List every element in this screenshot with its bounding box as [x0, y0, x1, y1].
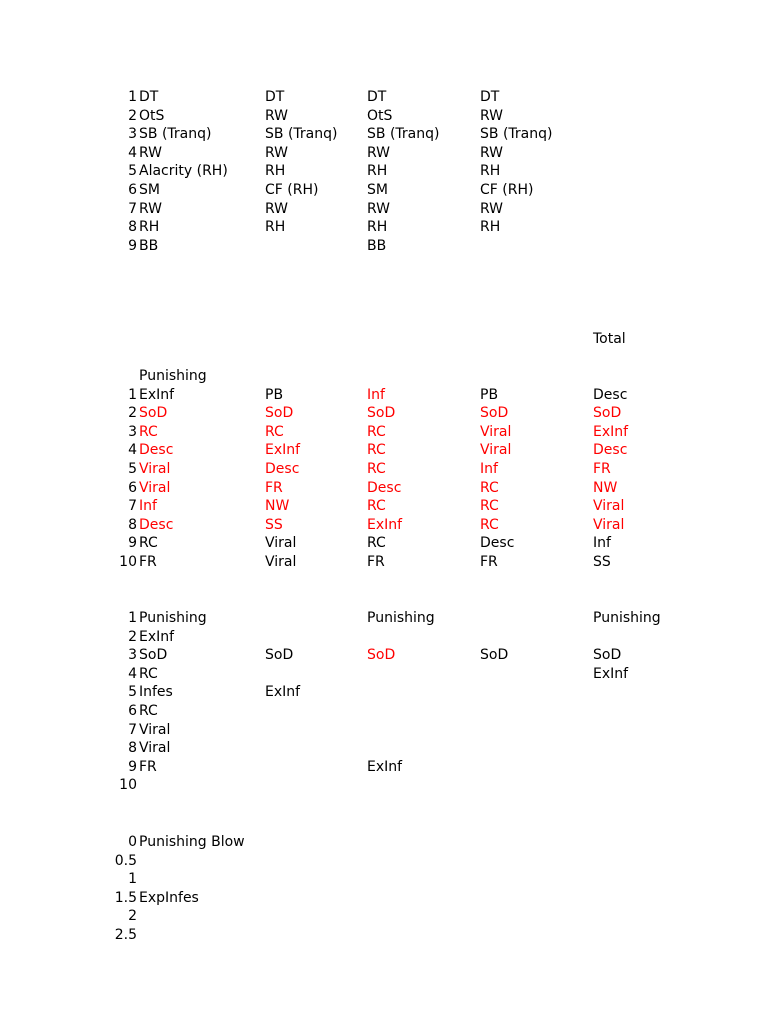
row-number: 7 [128, 721, 137, 738]
table-row [0, 386, 768, 405]
table-row [0, 907, 768, 926]
table-cell: RC [367, 498, 386, 515]
table-cell: SoD [139, 647, 168, 664]
table-cell: NW [265, 498, 290, 515]
row-number: 9 [128, 237, 137, 254]
row-number: 10 [119, 553, 137, 570]
row-number: 5 [128, 460, 137, 477]
table-cell: Punishing Blow [139, 834, 245, 850]
block-2-rows [0, 386, 768, 572]
table-row [0, 833, 768, 852]
row-number: 6 [128, 702, 137, 719]
table-row [0, 516, 768, 535]
table-cell: DT [480, 89, 500, 105]
table-cell: RC [367, 442, 386, 459]
table-cell: RW [367, 200, 391, 217]
table-cell: Viral [480, 423, 512, 440]
row-number: 4 [128, 665, 137, 682]
table-cell: Punishing [367, 610, 435, 626]
row-number: 6 [128, 181, 137, 198]
table-row [0, 776, 768, 795]
table-cell: Inf [139, 498, 157, 515]
table-cell: RC [139, 423, 158, 440]
block-4-rows [0, 833, 768, 945]
table-cell: RC [265, 423, 284, 440]
table-cell: FR [139, 553, 157, 570]
table-cell: Viral [593, 498, 625, 515]
table-cell: CF (RH) [480, 181, 534, 198]
table-cell: Alacrity (RH) [139, 163, 228, 180]
table-row [0, 404, 768, 423]
table-cell: Desc [480, 535, 515, 552]
table-row [0, 534, 768, 553]
table-cell: Desc [139, 442, 174, 459]
table-cell: Viral [265, 553, 297, 570]
table-cell: RH [265, 163, 286, 180]
table-cell: SoD [265, 647, 294, 664]
heading-row [0, 367, 768, 386]
table-cell: Viral [593, 516, 625, 533]
table-cell: Viral [139, 721, 171, 738]
table-cell: ExInf [367, 758, 403, 775]
table-cell: NW [593, 479, 618, 496]
table-cell: SoD [480, 405, 509, 422]
table-cell: Desc [139, 516, 174, 533]
table-row [0, 609, 768, 628]
table-cell: RW [265, 144, 289, 161]
block-3 [0, 609, 768, 795]
table-row [0, 460, 768, 479]
table-row [0, 739, 768, 758]
table-cell: RW [139, 200, 163, 217]
punishing-heading: Punishing [139, 368, 207, 384]
table-row [0, 181, 768, 200]
table-cell: SB (Tranq) [265, 126, 338, 143]
block-3-rows [0, 609, 768, 795]
row-number: 2 [128, 107, 137, 124]
table-cell: RC [480, 516, 499, 533]
row-number: 2 [128, 628, 137, 645]
table-cell: RC [480, 498, 499, 515]
table-cell: SM [139, 181, 160, 198]
row-number: 3 [128, 126, 137, 143]
table-cell: FR [367, 553, 385, 570]
table-cell: Viral [139, 740, 171, 757]
table-row [0, 218, 768, 237]
block-4 [0, 833, 768, 945]
table-cell: SoD [593, 405, 622, 422]
table-cell: Viral [139, 460, 171, 477]
table-cell: RW [265, 200, 289, 217]
table-row [0, 479, 768, 498]
table-cell: FR [593, 460, 611, 477]
table-cell: RW [139, 144, 163, 161]
block-1 [0, 88, 768, 255]
block-2 [0, 367, 768, 572]
table-cell: RH [139, 219, 160, 236]
table-row [0, 628, 768, 647]
table-cell: ExInf [593, 423, 629, 440]
row-number: 2 [128, 405, 137, 422]
table-row [0, 683, 768, 702]
table-cell: Inf [367, 386, 385, 403]
table-cell: SoD [480, 647, 509, 664]
table-cell: ExInf [265, 442, 301, 459]
table-row [0, 758, 768, 777]
table-row [0, 423, 768, 442]
table-cell: FR [139, 758, 157, 775]
table-cell: RW [480, 200, 504, 217]
table-cell: SoD [593, 647, 622, 664]
row-number: 7 [128, 498, 137, 515]
table-row [0, 870, 768, 889]
table-row [0, 200, 768, 219]
table-cell: DT [265, 89, 285, 105]
table-cell: RC [367, 535, 386, 552]
row-number: 2 [128, 908, 137, 925]
row-number: 5 [128, 163, 137, 180]
table-cell: RC [139, 702, 158, 719]
table-row [0, 162, 768, 181]
table-cell: Desc [265, 460, 300, 477]
table-cell: Inf [593, 535, 611, 552]
table-cell: Desc [367, 479, 402, 496]
table-cell: RC [480, 479, 499, 496]
table-cell: SM [367, 181, 388, 198]
row-number: 9 [128, 535, 137, 552]
table-cell: BB [139, 237, 159, 254]
total-label: Total [593, 331, 626, 347]
table-cell: FR [480, 553, 498, 570]
table-row [0, 125, 768, 144]
table-cell: RH [265, 219, 286, 236]
table-cell: CF (RH) [265, 181, 319, 198]
table-cell: SoD [367, 647, 396, 664]
table-row [0, 646, 768, 665]
table-cell: DT [367, 89, 387, 105]
row-number: 10 [119, 777, 137, 794]
table-row [0, 107, 768, 126]
table-cell: ExInf [265, 684, 301, 701]
table-cell: RH [367, 163, 388, 180]
row-number: 0 [128, 834, 137, 850]
table-cell: RW [480, 144, 504, 161]
table-cell: RH [480, 163, 501, 180]
table-cell: Inf [480, 460, 498, 477]
row-number: 9 [128, 758, 137, 775]
row-number: 8 [128, 219, 137, 236]
table-cell: DT [139, 89, 159, 105]
table-cell: BB [367, 237, 387, 254]
table-cell: OtS [139, 107, 165, 124]
table-cell: RH [480, 219, 501, 236]
row-number: 4 [128, 442, 137, 459]
table-cell: RH [367, 219, 388, 236]
table-cell: ExInf [367, 516, 403, 533]
row-number: 8 [128, 740, 137, 757]
table-cell: RC [139, 535, 158, 552]
table-cell: SoD [367, 405, 396, 422]
row-number: 1.5 [114, 889, 137, 906]
table-cell: ExInf [139, 628, 175, 645]
table-cell: RW [265, 107, 289, 124]
row-number: 1 [128, 89, 137, 105]
table-row [0, 553, 768, 572]
table-cell: Viral [139, 479, 171, 496]
row-number: 7 [128, 200, 137, 217]
row-number: 3 [128, 647, 137, 664]
block-1-rows [0, 88, 768, 255]
table-row [0, 702, 768, 721]
table-row [0, 237, 768, 256]
table-cell: RC [367, 460, 386, 477]
table-cell: SoD [139, 405, 168, 422]
block-2-header [0, 330, 768, 349]
table-cell: SB (Tranq) [139, 126, 212, 143]
table-cell: Punishing [593, 610, 661, 626]
table-row [0, 852, 768, 871]
table-row [0, 665, 768, 684]
table-cell: ExInf [593, 665, 629, 682]
row-number: 2.5 [114, 926, 137, 943]
table-cell: RC [367, 423, 386, 440]
row-number: 1 [128, 871, 137, 888]
row-number: 1 [128, 610, 137, 626]
table-cell: SB (Tranq) [367, 126, 440, 143]
table-row [0, 144, 768, 163]
table-cell: ExInf [139, 386, 175, 403]
table-cell: Viral [480, 442, 512, 459]
table-cell: Infes [139, 684, 173, 701]
table-row [0, 441, 768, 460]
table-cell: Desc [593, 442, 628, 459]
table-cell: FR [265, 479, 283, 496]
table-row [0, 889, 768, 908]
row-number: 4 [128, 144, 137, 161]
table-row [0, 88, 768, 107]
table-cell: OtS [367, 107, 393, 124]
row-number: 5 [128, 684, 137, 701]
row-number: 0.5 [114, 852, 137, 869]
table-cell: PB [480, 386, 499, 403]
table-cell: ExpInfes [139, 889, 199, 906]
table-cell: Viral [265, 535, 297, 552]
table-cell: SS [265, 516, 283, 533]
table-cell: SoD [265, 405, 294, 422]
table-row [0, 497, 768, 516]
table-cell: RW [367, 144, 391, 161]
total-row [0, 330, 768, 349]
table-cell: Punishing [139, 610, 207, 626]
table-cell: SB (Tranq) [480, 126, 553, 143]
table-cell: Desc [593, 386, 628, 403]
table-cell: RC [139, 665, 158, 682]
row-number: 1 [128, 386, 137, 403]
row-number: 3 [128, 423, 137, 440]
row-number: 6 [128, 479, 137, 496]
table-cell: PB [265, 386, 284, 403]
row-number: 8 [128, 516, 137, 533]
table-cell: RW [480, 107, 504, 124]
table-cell: SS [593, 553, 611, 570]
table-row [0, 721, 768, 740]
table-row [0, 926, 768, 945]
